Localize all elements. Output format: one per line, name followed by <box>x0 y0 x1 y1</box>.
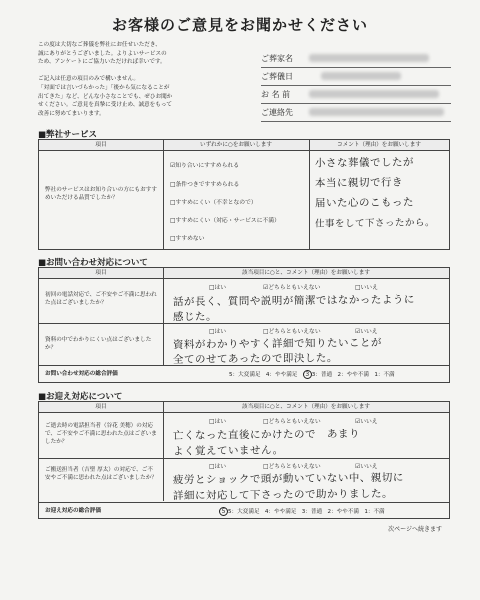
handwritten-comment-line: 資料がわかりやすく詳細で知りたいことが <box>172 336 383 352</box>
q2-option-yes[interactable]: □はい <box>209 464 227 470</box>
handwritten-comment-line: 仕事をして下さったから。 <box>314 217 436 230</box>
q1-option-neutral[interactable]: □どちらともいえない <box>263 419 321 425</box>
intro-text: この度は大切なご葬儀を弊社にお任せいただき、 誠にありがとうございました。よりよいサービスの ため、アンケートにご協力いただければ幸いです。 ご記入は任意の項目のみで構いません。 「対面では言いづらかった」「後から気になることが 出てきた」など、どんな小さなことでも、ぜひお聞か せください。ご意見を真摯に受け止め、誠意をもって 改善に努めてまいります。 <box>38 42 173 117</box>
selected-circle: 5 <box>219 507 228 516</box>
option-hard-dissatisfied[interactable]: □すすめにくい（対応・サービスに不満） <box>170 218 280 224</box>
scale-3[interactable]: 3：普通 <box>301 509 323 515</box>
scale-3[interactable]: 3：普通 <box>311 372 333 378</box>
option-recommend[interactable]: ☑知り合いにすすめられる <box>170 163 240 169</box>
option-not-recommend[interactable]: □すすめない <box>170 236 205 242</box>
handwritten-comment-line: 話が長く、質問や説明が簡潔ではなかったように <box>172 293 415 309</box>
handwritten-comment-line: 疲労とショックで頭が動いていない中、親切に <box>172 471 404 487</box>
funeral-date-row <box>261 68 451 86</box>
scale-1[interactable]: 1：不満 <box>364 509 385 515</box>
scale-4[interactable]: 4：やや満足 <box>265 372 298 378</box>
redacted-family-name <box>309 54 429 62</box>
continue-note: 次ページへ続きます <box>388 526 442 533</box>
q2-option-neutral[interactable]: □どちらともいえない <box>263 329 321 335</box>
funeral-date-label: ご葬儀日 <box>261 72 293 81</box>
pickup-question-1: ご逝去時の電話担当者（谷花 美穂）の対応で、ご不安やご不満に思われた点はございましたか？ <box>45 423 157 445</box>
pickup-overall-label: お迎え対応の総合評価 <box>45 508 101 514</box>
q1-option-no[interactable]: □いいえ <box>355 285 378 291</box>
pickup-table <box>38 401 450 519</box>
handwritten-comment-line: 全てのせてあったので即決した。 <box>172 352 338 366</box>
page-title: お客様のご意見をお聞かせください <box>111 16 368 34</box>
name-row <box>261 86 451 104</box>
selected-circle: 3 <box>303 370 312 379</box>
handwritten-comment-line: 本当に親切で行き <box>314 176 404 190</box>
name-label: お 名 前 <box>261 90 291 99</box>
option-hard-misfortune[interactable]: □すすめにくい（不幸となので） <box>170 200 257 206</box>
handwritten-comment-line: 感じた。 <box>172 310 218 324</box>
inquiry-overall-scale <box>229 370 395 379</box>
handwritten-comment-line: 小さな葬儀でしたが <box>314 156 415 170</box>
q1-option-no[interactable]: ☑いいえ <box>355 419 378 425</box>
q2-option-no[interactable]: ☑いいえ <box>355 464 378 470</box>
scale-5[interactable]: 5：大変満足 <box>229 372 261 378</box>
col-item-header: 項目 <box>39 268 163 279</box>
contact-row <box>261 104 451 122</box>
section-pickup-heading: ■お迎え対応について <box>38 392 123 402</box>
q2-option-neutral[interactable]: □どちらともいえない <box>263 464 321 470</box>
col-rating-header: 該当項目に○と、コメント（理由）をお願いします <box>163 402 449 413</box>
section-service-heading: ■弊社サービス <box>38 130 98 140</box>
service-question: 弊社のサービスはお知り合いの方にもおすすめいただける品質でしたか？ <box>45 187 157 201</box>
handwritten-comment-line: 届いた心のこもった <box>314 196 415 210</box>
scale-2[interactable]: 2：やや不満 <box>327 509 359 515</box>
inquiry-question-2: 資料の中でわかりにくい点はございましたか？ <box>45 337 152 351</box>
scale-4[interactable]: 4：やや満足 <box>264 509 297 515</box>
q2-option-yes[interactable]: □はい <box>209 329 227 335</box>
col-item-header: 項目 <box>39 140 163 151</box>
q2-option-no[interactable]: ☑いいえ <box>355 329 378 335</box>
handwritten-comment-line: よく覚えていません。 <box>172 444 284 458</box>
redacted-name <box>309 90 439 98</box>
handwritten-comment-line: 詳細に対応して下さったので助かりました。 <box>172 487 394 503</box>
option-conditional[interactable]: □条件つきですすめられる <box>170 182 240 188</box>
family-name-label: ご葬家名 <box>261 54 293 63</box>
respondent-info <box>261 50 451 122</box>
pickup-overall-scale <box>219 507 385 516</box>
redacted-funeral-date <box>321 72 401 80</box>
contact-label: ご連絡先 <box>261 108 293 117</box>
scale-2[interactable]: 2：やや不満 <box>337 372 369 378</box>
q1-option-yes[interactable]: □はい <box>209 285 227 291</box>
scale-5[interactable]: 5：大変満足 <box>228 509 260 515</box>
col-item-header: 項目 <box>39 402 163 413</box>
col-rating-header: 該当項目に○と、コメント（理由）をお願いします <box>163 268 449 279</box>
family-name-row <box>261 50 451 68</box>
col-rating-header: いずれかに○をお願いします <box>163 140 309 151</box>
inquiry-overall-label: お問い合わせ対応の総合評価 <box>45 371 118 377</box>
q1-option-neutral[interactable]: ☑どちらともいえない <box>263 285 321 291</box>
q1-option-yes[interactable]: □はい <box>209 419 227 425</box>
handwritten-comment-line: 亡くなった直後にかけたので あまり <box>172 428 361 442</box>
section-inquiry-heading: ■お問い合わせ対応について <box>38 258 148 268</box>
col-comment-header: コメント（理由）をお願いします <box>309 140 449 151</box>
inquiry-table <box>38 267 450 383</box>
inquiry-question-1: 初回の電話対応で、ご不安やご不満に思われた点はございましたか？ <box>45 292 157 306</box>
pickup-question-2: ご搬送担当者（吉聖 厚太）の対応で、ご不安やご不満に思われた点はございましたか？ <box>45 467 157 481</box>
scale-1[interactable]: 1：不満 <box>374 372 395 378</box>
service-table <box>38 139 450 250</box>
redacted-contact <box>309 108 444 116</box>
